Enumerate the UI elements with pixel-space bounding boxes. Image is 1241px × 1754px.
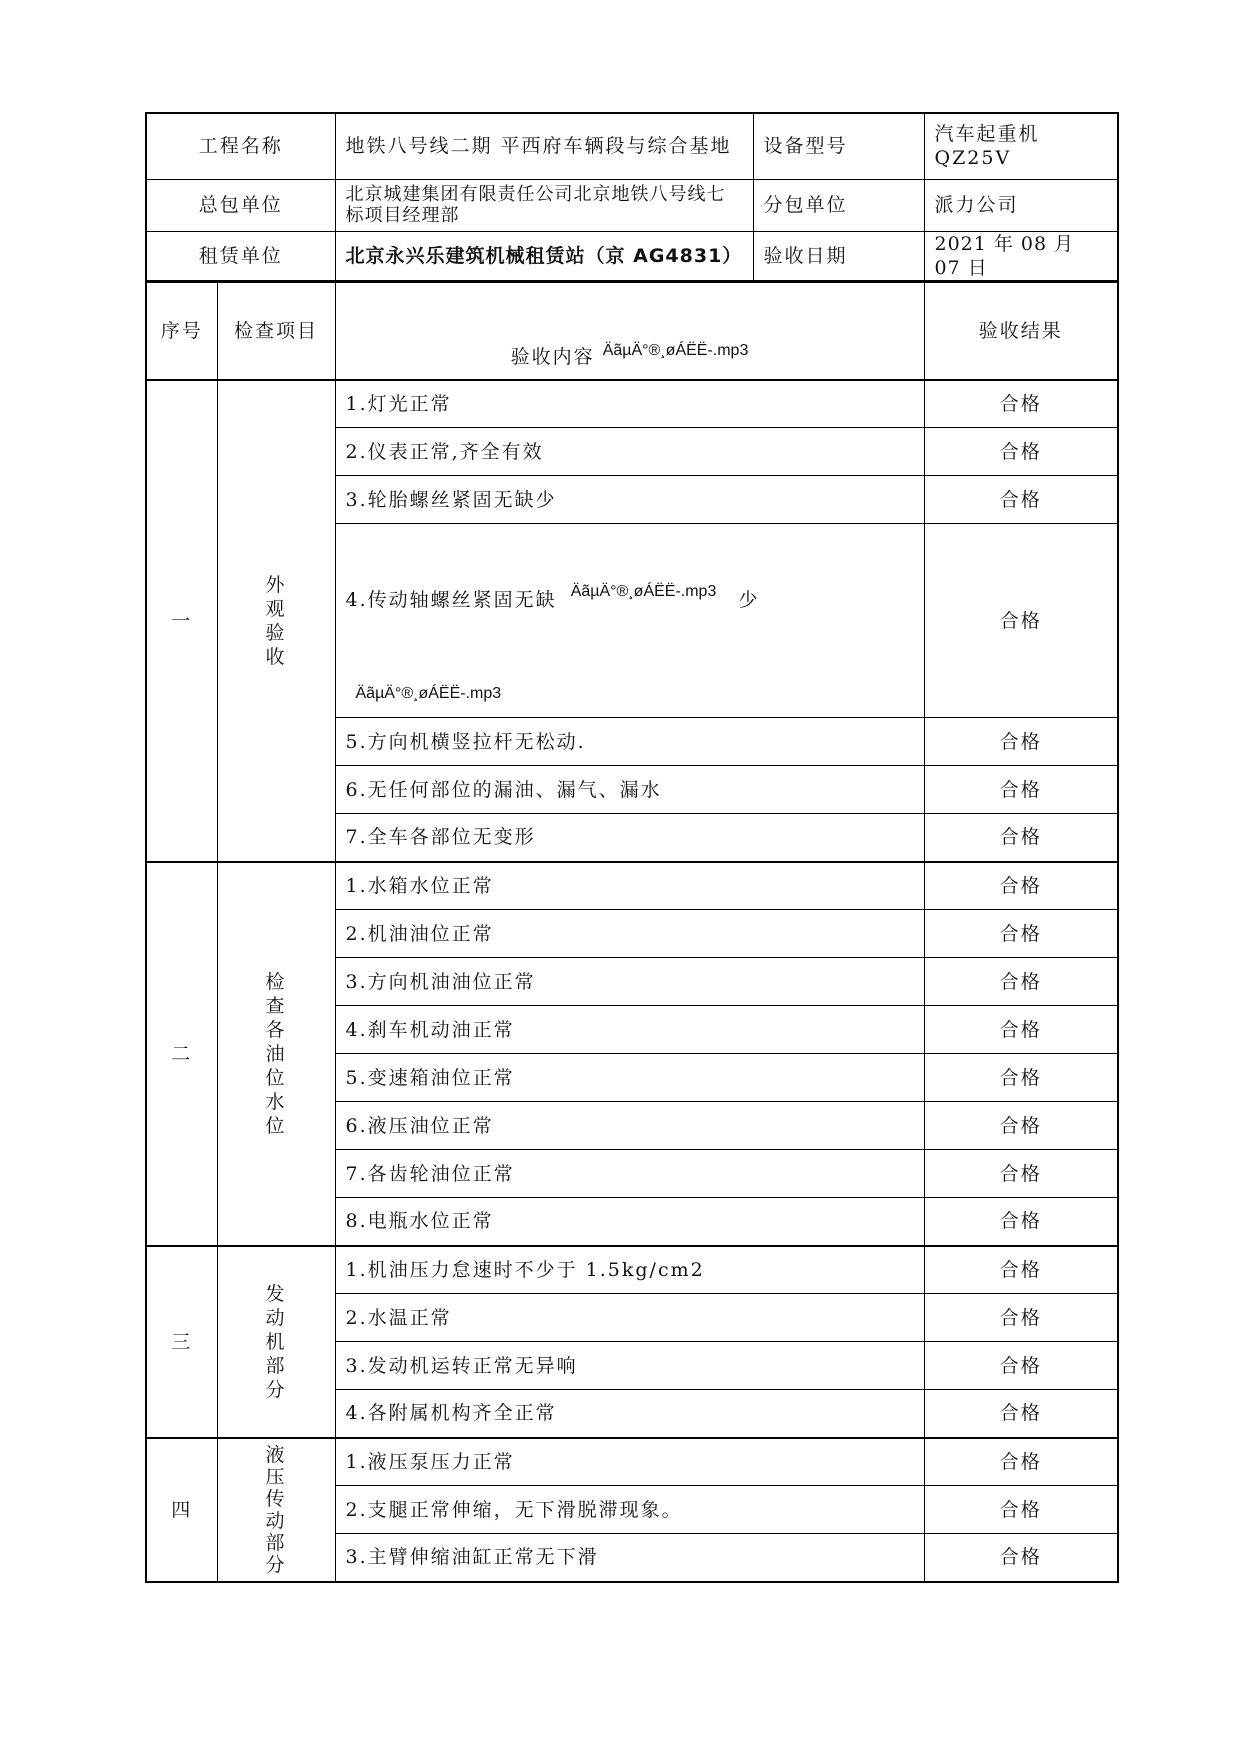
item-text: 7.全车各部位无变形	[335, 814, 924, 862]
project-label: 工程名称	[146, 113, 335, 179]
subcontractor-value: 派力公司	[924, 179, 1118, 231]
item-text: 5.变速箱油位正常	[335, 1054, 924, 1102]
item-text-cell	[335, 524, 924, 718]
item-result: 合格	[924, 476, 1118, 524]
table-row	[146, 380, 1118, 428]
item-result: 合格	[924, 428, 1118, 476]
item-text: 4.刹车机动油正常	[335, 1006, 924, 1054]
item-result: 合格	[924, 910, 1118, 958]
section-title-char: 机	[265, 1330, 287, 1353]
lessor-label: 租赁单位	[146, 231, 335, 280]
section-title-char: 动	[265, 1306, 287, 1329]
item-text: 7.各齿轮油位正常	[335, 1150, 924, 1198]
item-text: 2.仪表正常,齐全有效	[335, 428, 924, 476]
section-title	[217, 1438, 335, 1582]
item-result: 合格	[924, 766, 1118, 814]
item-result: 合格	[924, 1102, 1118, 1150]
general-contractor-value: 北京城建集团有限责任公司北京地铁八号线七标项目经理部	[335, 179, 753, 231]
acceptance-form	[145, 112, 1117, 1583]
item-result: 合格	[924, 1438, 1118, 1486]
item-result: 合格	[924, 958, 1118, 1006]
section-seq: 一	[146, 380, 217, 862]
item-text: 4.各附属机构齐全正常	[335, 1390, 924, 1438]
item-text: 2.水温正常	[335, 1294, 924, 1342]
section-title-char: 油	[265, 1042, 287, 1065]
section-seq: 四	[146, 1438, 217, 1582]
header-row-project	[146, 113, 1118, 179]
lessor-value: 北京永兴乐建筑机械租赁站（京 AG4831）	[335, 231, 753, 280]
item-garble: ÄãµÄ°®¸øÁËË-.mp3	[570, 583, 717, 600]
date-label: 验收日期	[753, 231, 924, 280]
section-title-char: 部	[265, 1354, 287, 1377]
header-row-lessor	[146, 231, 1118, 280]
col-seq-header: 序号	[146, 282, 217, 380]
table-row	[146, 1438, 1118, 1486]
item-result: 合格	[924, 1006, 1118, 1054]
model-value-line2: QZ25V	[934, 147, 1012, 170]
section-title-char: 动	[265, 1509, 287, 1532]
section-title	[217, 862, 335, 1246]
section-title-char: 水	[265, 1090, 287, 1113]
section-title-char: 部	[265, 1531, 287, 1554]
model-value	[924, 113, 1118, 179]
item-result: 合格	[924, 1534, 1118, 1582]
column-header-row	[146, 282, 1118, 380]
item-garble-2: ÄãµÄ°®¸øÁËË-.mp3	[355, 685, 502, 702]
item-result: 合格	[924, 1246, 1118, 1294]
item-result: 合格	[924, 1342, 1118, 1390]
table-row	[146, 862, 1118, 910]
col-result-header: 验收结果	[924, 282, 1118, 380]
item-text: 8.电瓶水位正常	[335, 1198, 924, 1246]
col-content-garble: ÄãµÄ°®¸øÁËË-.mp3	[602, 341, 749, 359]
header-table	[145, 112, 1119, 281]
item-result: 合格	[924, 718, 1118, 766]
section-title-char: 分	[265, 1378, 287, 1401]
item-text: 6.液压油位正常	[335, 1102, 924, 1150]
section-title-char: 位	[265, 1066, 287, 1089]
item-result: 合格	[924, 1150, 1118, 1198]
section-title	[217, 380, 335, 862]
model-label: 设备型号	[753, 113, 924, 179]
date-value: 2021 年 08 月 07 日	[924, 231, 1118, 280]
item-text: 3.方向机油油位正常	[335, 958, 924, 1006]
section-title-char: 检	[265, 970, 287, 993]
section-title-char: 发	[265, 1282, 287, 1305]
section-seq: 二	[146, 862, 217, 1246]
inspection-table	[145, 281, 1119, 1583]
section-seq: 三	[146, 1246, 217, 1438]
col-content-header	[335, 282, 924, 380]
item-text: 1.灯光正常	[335, 380, 924, 428]
item-text: 4.传动轴螺丝紧固无缺	[345, 589, 557, 611]
item-result: 合格	[924, 380, 1118, 428]
item-text: 3.发动机运转正常无异响	[335, 1342, 924, 1390]
section-title	[217, 1246, 335, 1438]
item-result: 合格	[924, 1486, 1118, 1534]
item-result: 合格	[924, 1198, 1118, 1246]
item-text: 3.轮胎螺丝紧固无缺少	[335, 476, 924, 524]
item-text: 2.支腿正常伸缩，无下滑脱滞现象。	[335, 1486, 924, 1534]
section-title-char: 外	[265, 573, 287, 596]
item-text: 1.液压泵压力正常	[335, 1438, 924, 1486]
item-result: 合格	[924, 1054, 1118, 1102]
item-result: 合格	[924, 1390, 1118, 1438]
section-title-char: 压	[265, 1465, 287, 1488]
col-item-header: 检查项目	[217, 282, 335, 380]
section-title-char: 液	[265, 1443, 287, 1466]
general-contractor-label: 总包单位	[146, 179, 335, 231]
section-title-char: 分	[265, 1553, 287, 1576]
section-title-char: 收	[265, 645, 287, 668]
model-value-line1: 汽车起重机	[934, 123, 1040, 146]
section-title-char: 查	[265, 994, 287, 1017]
item-result: 合格	[924, 1294, 1118, 1342]
item-text: 1.机油压力怠速时不少于 1.5kg/cm2	[335, 1246, 924, 1294]
section-title-char: 各	[265, 1018, 287, 1041]
item-result: 合格	[924, 814, 1118, 862]
header-row-contractor	[146, 179, 1118, 231]
item-result: 合格	[924, 862, 1118, 910]
item-text: 3.主臂伸缩油缸正常无下滑	[335, 1534, 924, 1582]
project-value: 地铁八号线二期 平西府车辆段与综合基地	[335, 113, 753, 179]
subcontractor-label: 分包单位	[753, 179, 924, 231]
section-title-char: 位	[265, 1114, 287, 1137]
section-title-char: 验	[265, 621, 287, 644]
col-content-label: 验收内容	[510, 345, 595, 368]
item-text-tail: 少	[738, 589, 760, 611]
section-title-char: 传	[265, 1487, 287, 1510]
item-text: 5.方向机横竖拉杆无松动.	[335, 718, 924, 766]
item-text: 6.无任何部位的漏油、漏气、漏水	[335, 766, 924, 814]
item-text: 2.机油油位正常	[335, 910, 924, 958]
section-title-char: 观	[265, 597, 287, 620]
table-row	[146, 1246, 1118, 1294]
item-text: 1.水箱水位正常	[335, 862, 924, 910]
item-result: 合格	[924, 524, 1118, 718]
